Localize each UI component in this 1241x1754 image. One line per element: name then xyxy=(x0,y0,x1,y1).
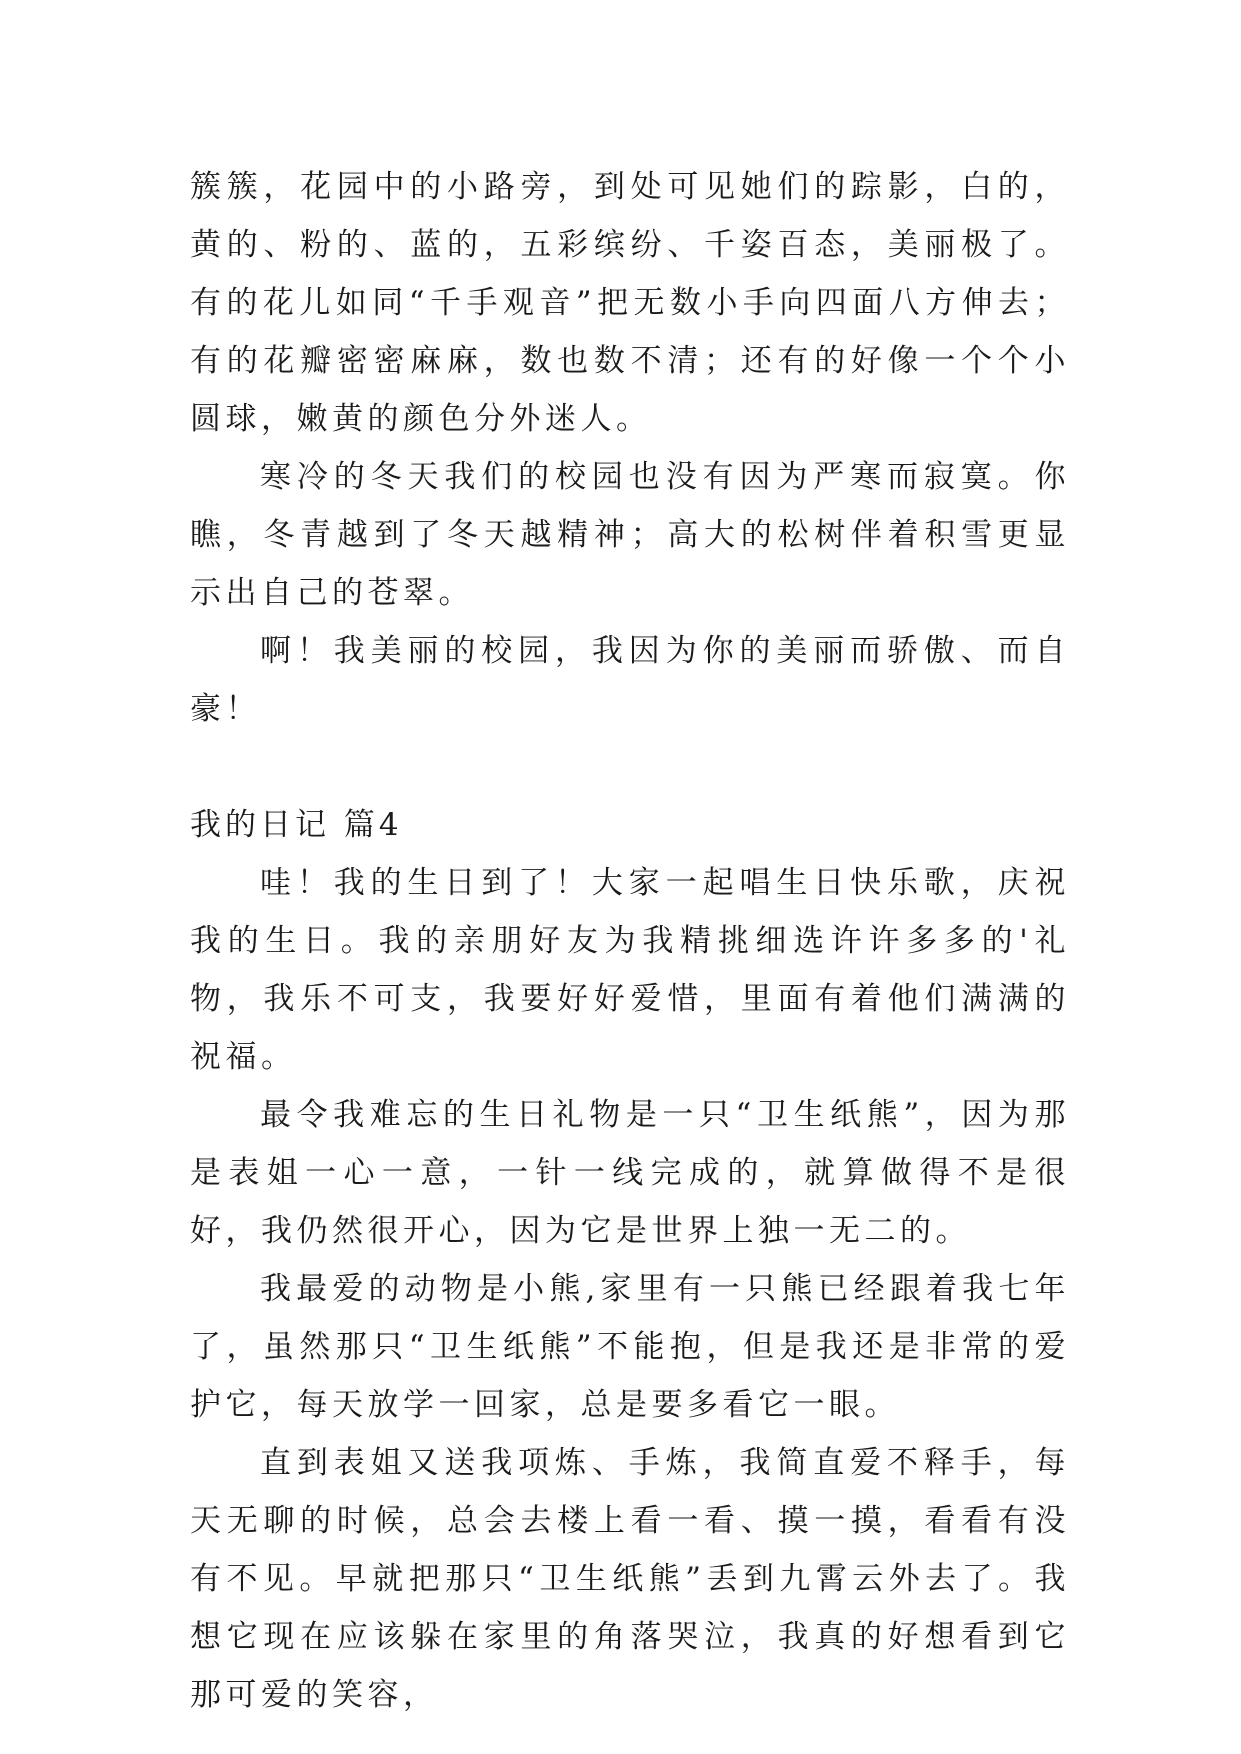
paragraph-winter: 寒冷的冬天我们的校园也没有因为严寒而寂寞。你瞧，冬青越到了冬天越精神；高大的松树伴着积雪更显示出自己的苍翠。 xyxy=(190,459,1070,611)
document-body xyxy=(190,158,1070,1724)
paragraph-continued: 簇簇，花园中的小路旁，到处可见她们的踪影，白的，黄的、粉的、蓝的，五彩缤纷、千姿百态，美丽极了。有的花儿如同“千手观音”把无数小手向四面八方伸去；有的花瓣密密麻麻，数也数不清；还有的好像一个个小圆球，嫩黄的颜色分外迷人。 xyxy=(190,169,1070,437)
paragraph-closing: 啊！我美丽的校园，我因为你的美丽而骄傲、而自豪！ xyxy=(190,633,1070,727)
paragraph-necklace: 直到表姐又送我项炼、手炼，我简直爱不释手，每天无聊的时候，总会去楼上看一看、摸一摸，看看有没有不见。早就把那只“卫生纸熊”丢到九霄云外去了。我想它现在应该躲在家里的角落哭泣，我真的好想看到它那可爱的笑容， xyxy=(190,1445,1070,1713)
paragraph-paper-bear: 最令我难忘的生日礼物是一只“卫生纸熊”，因为那是表姐一心一意，一针一线完成的，就算做得不是很好，我仍然很开心，因为它是世界上独一无二的。 xyxy=(190,1097,1070,1249)
paragraph-birthday: 哇！我的生日到了！大家一起唱生日快乐歌，庆祝我的生日。我的亲朋好友为我精挑细选许许多多的'礼物，我乐不可支，我要好好爱惜，里面有着他们满满的祝福。 xyxy=(190,865,1070,1075)
paragraph-favorite-animal: 我最爱的动物是小熊,家里有一只熊已经跟着我七年了，虽然那只“卫生纸熊”不能抱，但是我还是非常的爱护它，每天放学一回家，总是要多看它一眼。 xyxy=(190,1271,1070,1423)
section-heading: 我的日记 篇4 xyxy=(190,807,403,843)
